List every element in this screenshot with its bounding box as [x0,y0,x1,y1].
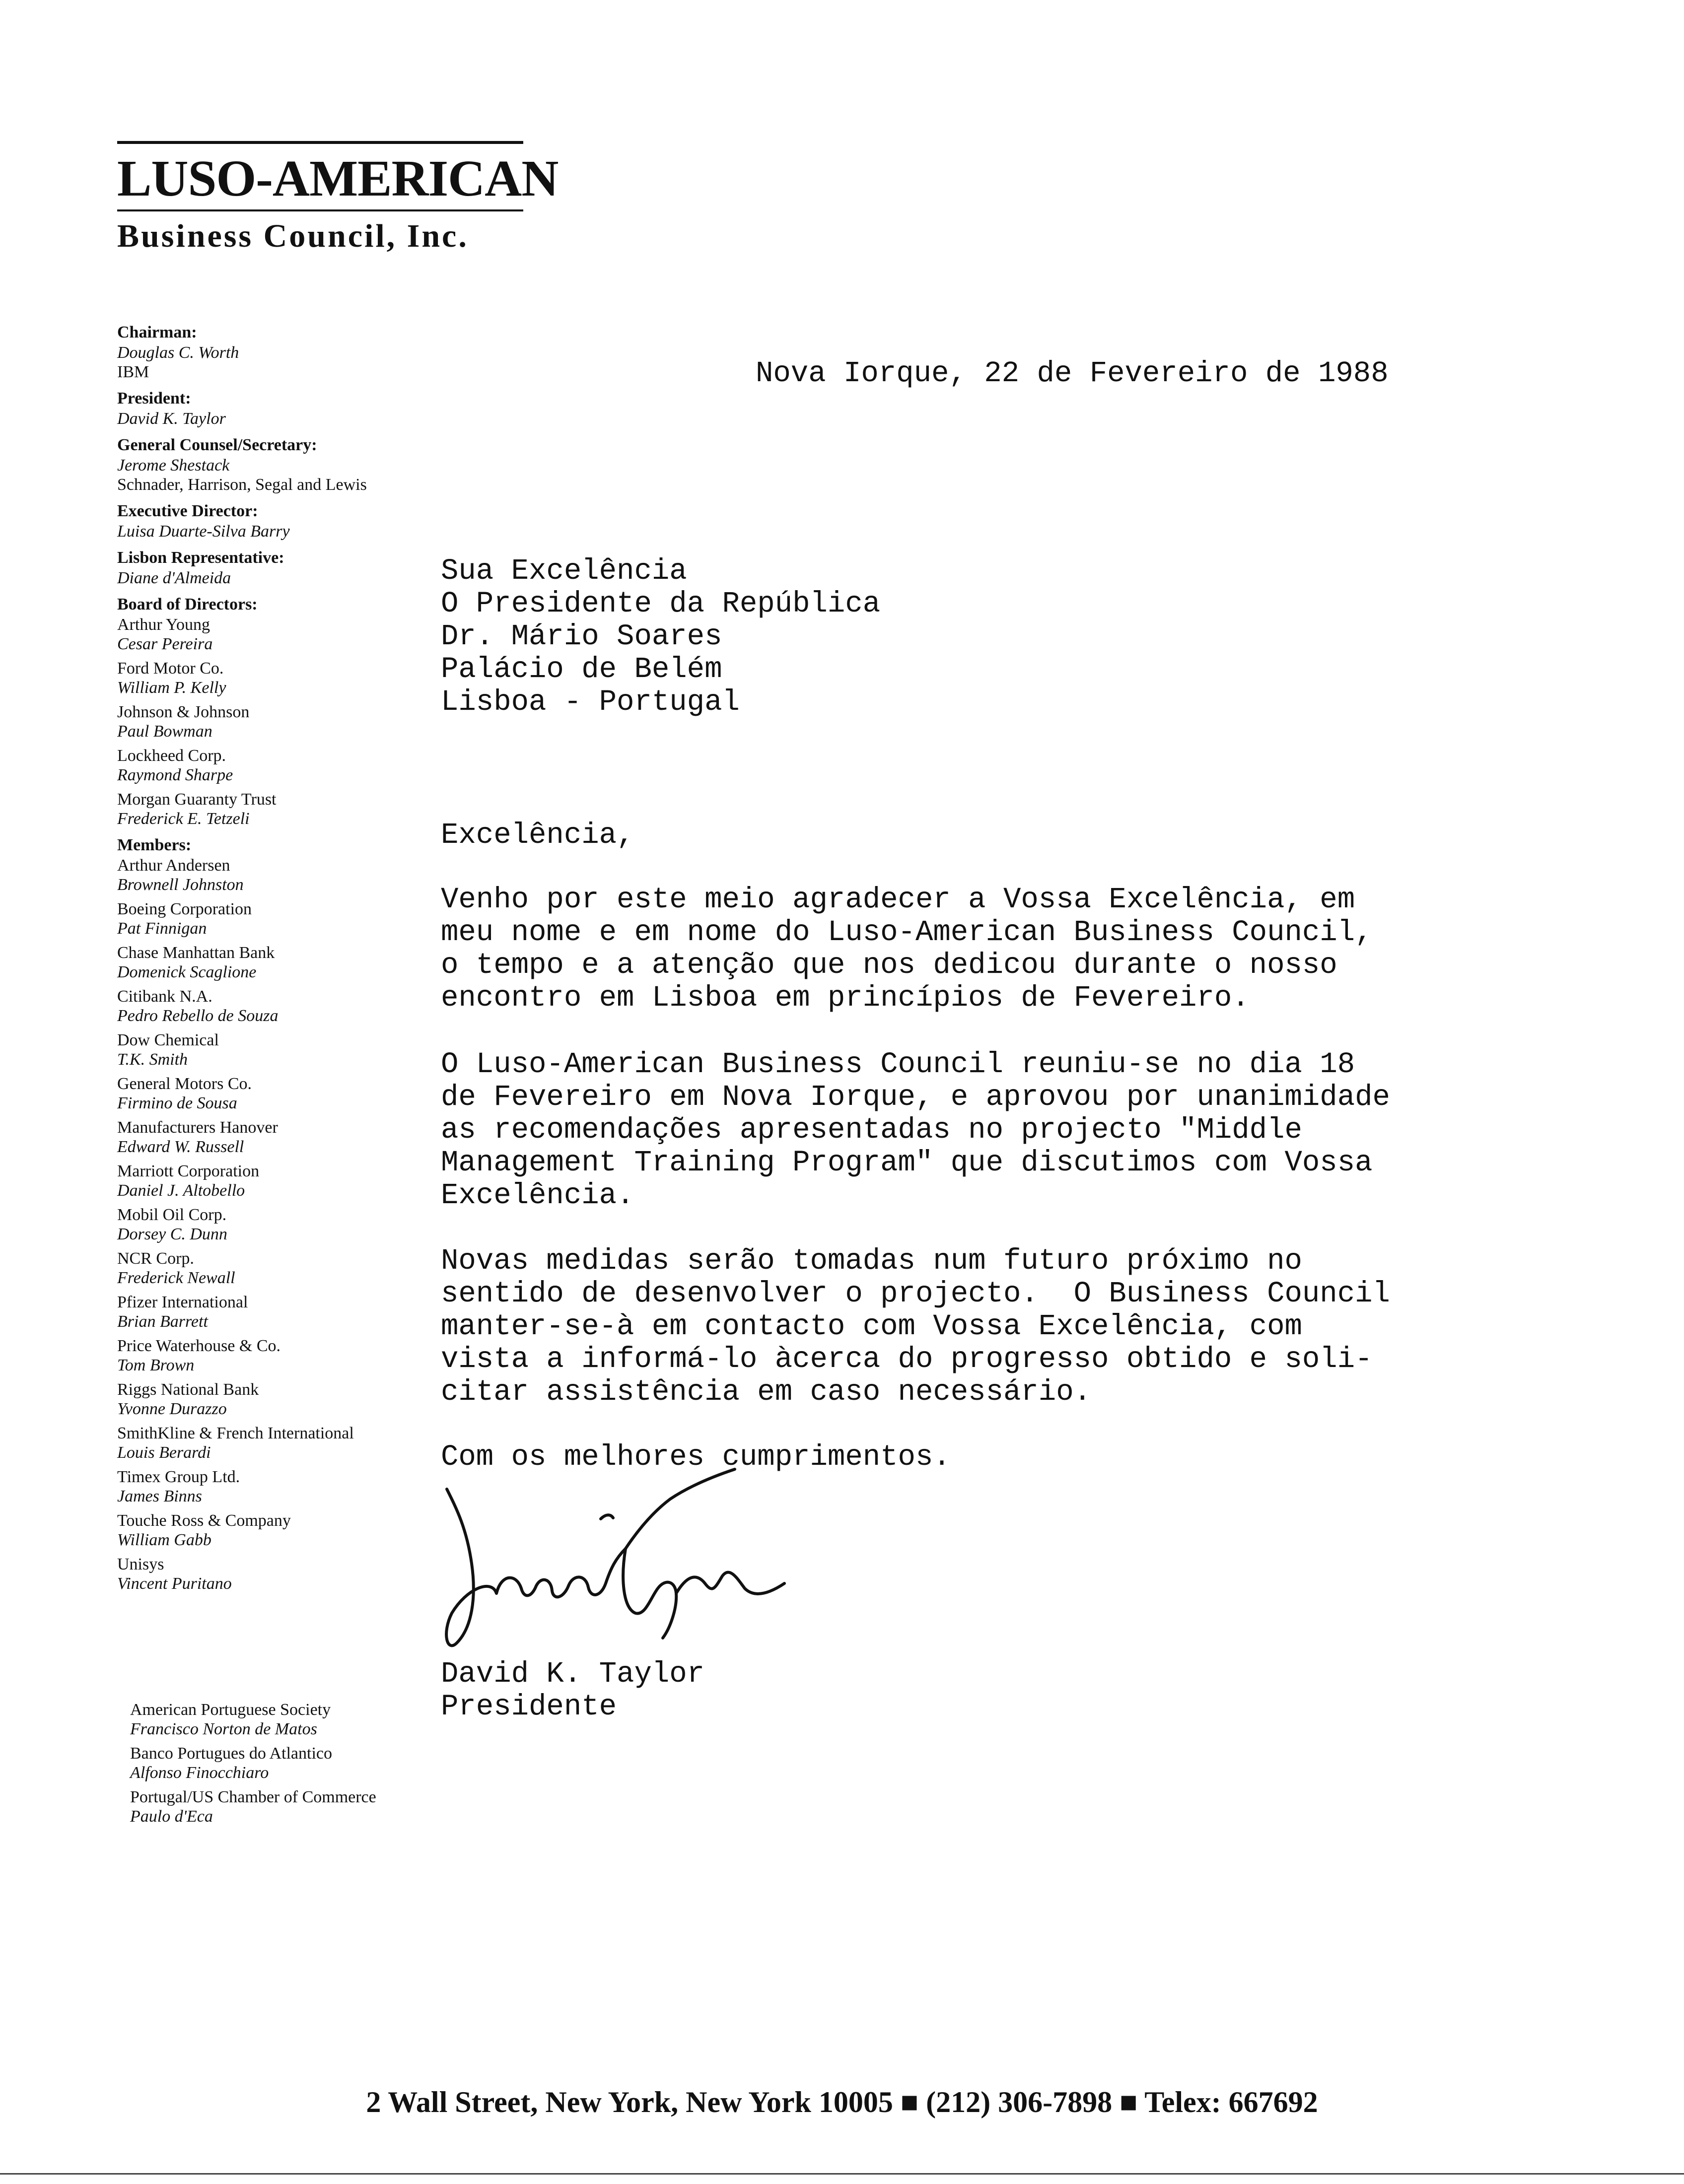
roster-organization: Morgan Guaranty Trust [117,790,277,809]
roster-entry [117,1030,435,1069]
roster-organization: Timex Group Ltd. [117,1468,240,1486]
roster-entry [130,1744,448,1782]
roster-organization: IBM [117,363,149,381]
signer-name-and-title: David K. Taylor Presidente [441,1657,705,1723]
roster-entry [117,568,435,588]
roster-organization: Unisys [117,1555,164,1573]
roster-entry [117,1249,435,1288]
roster-organization: Lockheed Corp. [117,747,226,765]
roster-entry [117,1511,435,1550]
roster-organization: Portugal/US Chamber of Commerce [130,1788,376,1806]
roster-entry [117,1205,435,1244]
roster-person: Yvonne Durazzo [117,1400,227,1418]
roster-organization: Banco Portugues do Atlantico [130,1744,333,1763]
roster-role: Members: [117,836,192,854]
roster-entry [117,1467,435,1506]
roster-entry [117,987,435,1025]
roster-entry [130,1700,448,1739]
roster-entry [117,856,435,894]
roster-organization: American Portuguese Society [130,1701,331,1719]
roster-entry [117,702,435,741]
roster-role: Executive Director: [117,502,258,520]
roster-person: Jerome Shestack [117,456,230,475]
roster-organization: Citibank N.A. [117,987,212,1006]
roster-person: Tom Brown [117,1356,195,1374]
roster-person: Paulo d'Eca [130,1807,213,1826]
roster-entry [117,1293,435,1331]
roster-entry [130,1787,448,1826]
roster-person: Raymond Sharpe [117,766,233,784]
roster-person: Brownell Johnston [117,876,244,894]
roster-organization: Touche Ross & Company [117,1511,291,1530]
roster-group [117,501,435,541]
roster-organization: Johnson & Johnson [117,703,250,721]
roster-person: Frederick E. Tetzeli [117,810,250,828]
roster-entry [117,456,435,494]
roster-person: Brian Barrett [117,1312,208,1331]
letter-date: Nova Iorque, 22 de Fevereiro de 1988 [756,357,1389,390]
roster-person: Frederick Newall [117,1269,235,1287]
roster-entry [117,1161,435,1200]
roster-organization: Boeing Corporation [117,900,252,918]
roster-organization: Manufacturers Hanover [117,1118,278,1137]
body-paragraph-2: O Luso-American Business Council reuniu-se no dia 18 de Fevereiro em Nova Iorque, e aprovou por unanimidade as recomendações apresentadas no projecto "Middle Management Training Program" que discutimos com Vossa Excelência. [441,1048,1390,1212]
roster-role: Lisbon Representative: [117,548,284,567]
letterhead-middle-rule [117,209,523,211]
roster-person: Firmino de Sousa [117,1094,237,1112]
roster-group [117,548,435,588]
roster-entry [117,615,435,654]
roster-entry [117,790,435,828]
organization-name: LUSO-AMERICAN [117,150,559,207]
roster-person: William P. Kelly [117,679,226,697]
roster-person: Diane d'Almeida [117,569,231,587]
roster-entry [117,1380,435,1419]
roster-organization: General Motors Co. [117,1075,252,1093]
roster-role: Board of Directors: [117,595,258,614]
roster-group [117,323,435,382]
roster-organization: SmithKline & French International [117,1424,354,1442]
letterhead-top-rule [117,141,523,144]
roster-person: T.K. Smith [117,1050,188,1069]
roster-person: Luisa Duarte-Silva Barry [117,522,290,541]
roster-person: Paul Bowman [117,722,212,741]
roster-entry [117,1336,435,1375]
roster-person: Cesar Pereira [117,635,213,653]
closing-line: Com os melhores cumprimentos. [441,1440,951,1474]
roster-entry [117,409,435,428]
roster-organization: Arthur Andersen [117,856,230,875]
roster-organization: Price Waterhouse & Co. [117,1337,281,1355]
roster-person: James Binns [117,1487,202,1505]
roster-organization: Arthur Young [117,615,210,634]
roster-entry [117,943,435,982]
roster-organization: Schnader, Harrison, Segal and Lewis [117,476,367,494]
roster-organization: NCR Corp. [117,1249,194,1268]
roster-person: David K. Taylor [117,410,226,428]
roster-organization: Riggs National Bank [117,1380,259,1399]
officers-roster [117,323,435,1600]
salutation: Excelência, [441,819,634,852]
roster-person: Dorsey C. Dunn [117,1225,227,1243]
roster-group [117,835,435,1593]
roster-role: President: [117,389,191,408]
roster-entry [117,1074,435,1113]
roster-person: Daniel J. Altobello [117,1181,245,1200]
roster-person: Vincent Puritano [117,1574,232,1593]
roster-person: Alfonso Finocchiaro [130,1764,269,1782]
roster-person: Douglas C. Worth [117,343,239,362]
roster-group [117,435,435,494]
roster-entry [117,746,435,785]
roster-person: Pedro Rebello de Souza [117,1007,279,1025]
roster-group [117,389,435,428]
roster-entry [117,1555,435,1593]
roster-person: William Gabb [117,1531,211,1549]
roster-entry [117,659,435,697]
roster-entry [117,1424,435,1462]
roster-person: Domenick Scaglione [117,963,257,981]
roster-organization: Ford Motor Co. [117,659,224,678]
roster-entry [117,899,435,938]
roster-organization: Mobil Oil Corp. [117,1206,227,1224]
handwritten-signature [437,1464,884,1673]
footer-rule [0,2173,1684,2175]
roster-entry [117,343,435,382]
roster-organization: Marriott Corporation [117,1162,260,1180]
roster-organization: Chase Manhattan Bank [117,944,275,962]
roster-entry [117,1118,435,1157]
roster-person: Louis Berardi [117,1443,211,1462]
roster-person: Francisco Norton de Matos [130,1720,317,1738]
roster-group [117,595,435,828]
roster-role: Chairman: [117,323,197,341]
recipient-address: Sua Excelência O Presidente da República Dr. Mário Soares Palácio de Belém Lisboa - Portugal [441,554,881,719]
body-paragraph-3: Novas medidas serão tomadas num futuro próximo no sentido de desenvolver o projecto. O Business Council manter-se-à em contacto com Vossa Excelência, com vista a informá-lo àcerca do progresso obtido e soli- citar assistência em caso necessário. [441,1244,1390,1409]
roster-person: Pat Finnigan [117,919,207,938]
roster-organization: Dow Chemical [117,1031,219,1049]
organization-subtitle: Business Council, Inc. [117,218,469,254]
footer-address: 2 Wall Street, New York, New York 10005 ■ (212) 306-7898 ■ Telex: 667692 [366,2086,1318,2118]
associate-organizations-list [130,1700,448,1831]
roster-person: Edward W. Russell [117,1138,244,1156]
roster-role: General Counsel/Secretary: [117,436,317,454]
roster-organization: Pfizer International [117,1293,248,1311]
roster-entry [117,522,435,541]
body-paragraph-1: Venho por este meio agradecer a Vossa Excelência, em meu nome e em nome do Luso-American Business Council, o tempo e a atenção que nos dedicou durante o nosso encontro em Lisboa em princípios de Fevereiro. [441,883,1373,1015]
